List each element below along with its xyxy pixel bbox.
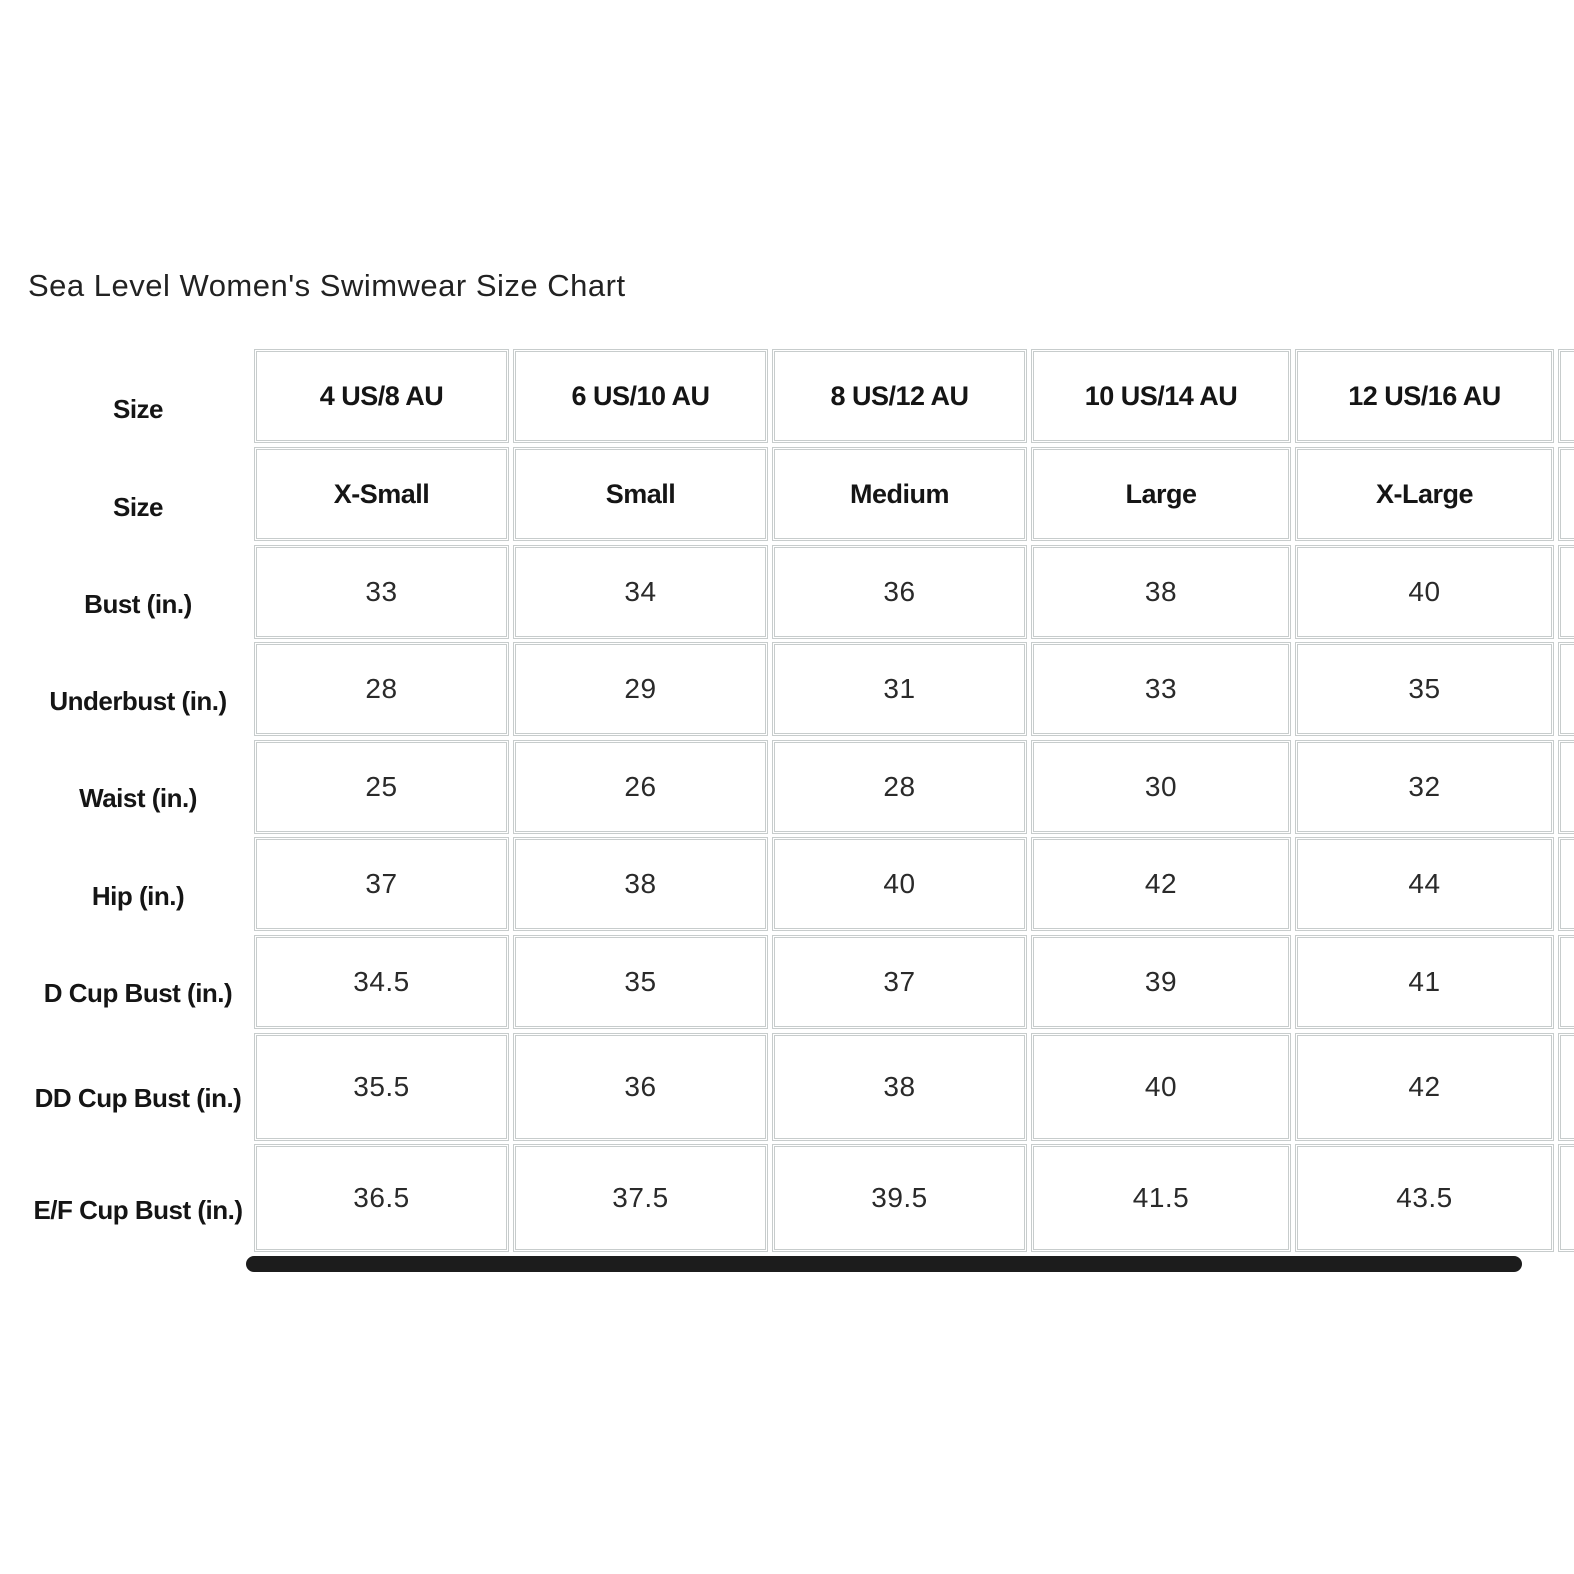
table-cell: 40	[1031, 1033, 1291, 1141]
row-label: Hip (in.)	[91, 881, 185, 911]
table-cell: 40	[1295, 545, 1554, 639]
table-cell: 35.5	[254, 1033, 509, 1141]
table-cell: 33	[254, 545, 509, 639]
table-cell: 32	[1295, 740, 1554, 834]
table-cell: 25	[254, 740, 509, 834]
horizontal-scrollbar[interactable]	[246, 1256, 1522, 1272]
table-cell: Medium	[772, 447, 1027, 541]
row-label: Waist (in.)	[79, 783, 197, 813]
table-cell: 42	[1031, 837, 1291, 931]
table-cell: 43.5	[1295, 1144, 1554, 1252]
table-cell: 10 US/14 AU	[1031, 349, 1291, 443]
table-cell: 28	[254, 642, 509, 736]
row-label: Size	[112, 492, 164, 522]
table-cell: 36	[772, 545, 1027, 639]
row-label: E/F Cup Bust (in.)	[33, 1195, 243, 1225]
table-cell: 38	[513, 837, 768, 931]
table-cell: 42	[1295, 1033, 1554, 1141]
table-cell: Large	[1031, 447, 1291, 541]
table-cell: 35	[513, 935, 768, 1029]
table-cell: 36.5	[254, 1144, 509, 1252]
table-cell: 31	[772, 642, 1027, 736]
table-cell: 26	[513, 740, 768, 834]
table-cell: 36	[513, 1033, 768, 1141]
table-cell: 37	[254, 837, 509, 931]
table-cell	[1558, 837, 1574, 931]
table-cell: 39.5	[772, 1144, 1027, 1252]
table-cell: 37	[772, 935, 1027, 1029]
table-cell: 34.5	[254, 935, 509, 1029]
table-cell: 35	[1295, 642, 1554, 736]
table-cell: 40	[772, 837, 1027, 931]
table-cell: 8 US/12 AU	[772, 349, 1027, 443]
table-cell	[1558, 1033, 1574, 1141]
table-cell: 41	[1295, 935, 1554, 1029]
table-cell: 37.5	[513, 1144, 768, 1252]
table-cell: 39	[1031, 935, 1291, 1029]
table-cell: Small	[513, 447, 768, 541]
size-chart-table	[254, 349, 1574, 1254]
page-title: Sea Level Women's Swimwear Size Chart	[28, 268, 626, 303]
table-cell	[1558, 545, 1574, 639]
table-cell: 6 US/10 AU	[513, 349, 768, 443]
table-cell	[1558, 349, 1574, 443]
table-cell: 38	[772, 1033, 1027, 1141]
row-label: Size	[112, 394, 164, 424]
table-cell: 29	[513, 642, 768, 736]
table-cell: 38	[1031, 545, 1291, 639]
table-cell: 4 US/8 AU	[254, 349, 509, 443]
row-label: D Cup Bust (in.)	[43, 978, 233, 1008]
row-label: Bust (in.)	[84, 589, 192, 619]
table-cell: 34	[513, 545, 768, 639]
table-cell	[1558, 935, 1574, 1029]
table-cell: X-Large	[1295, 447, 1554, 541]
table-cell: 41.5	[1031, 1144, 1291, 1252]
table-cell	[1558, 447, 1574, 541]
table-cell: 33	[1031, 642, 1291, 736]
table-cell	[1558, 740, 1574, 834]
table-cell	[1558, 1144, 1574, 1252]
table-cell: X-Small	[254, 447, 509, 541]
row-label: Underbust (in.)	[49, 686, 227, 716]
table-cell	[1558, 642, 1574, 736]
table-cell: 44	[1295, 837, 1554, 931]
table-cell: 28	[772, 740, 1027, 834]
table-cell: 12 US/16 AU	[1295, 349, 1554, 443]
table-cell: 30	[1031, 740, 1291, 834]
row-label: DD Cup Bust (in.)	[34, 1083, 242, 1113]
